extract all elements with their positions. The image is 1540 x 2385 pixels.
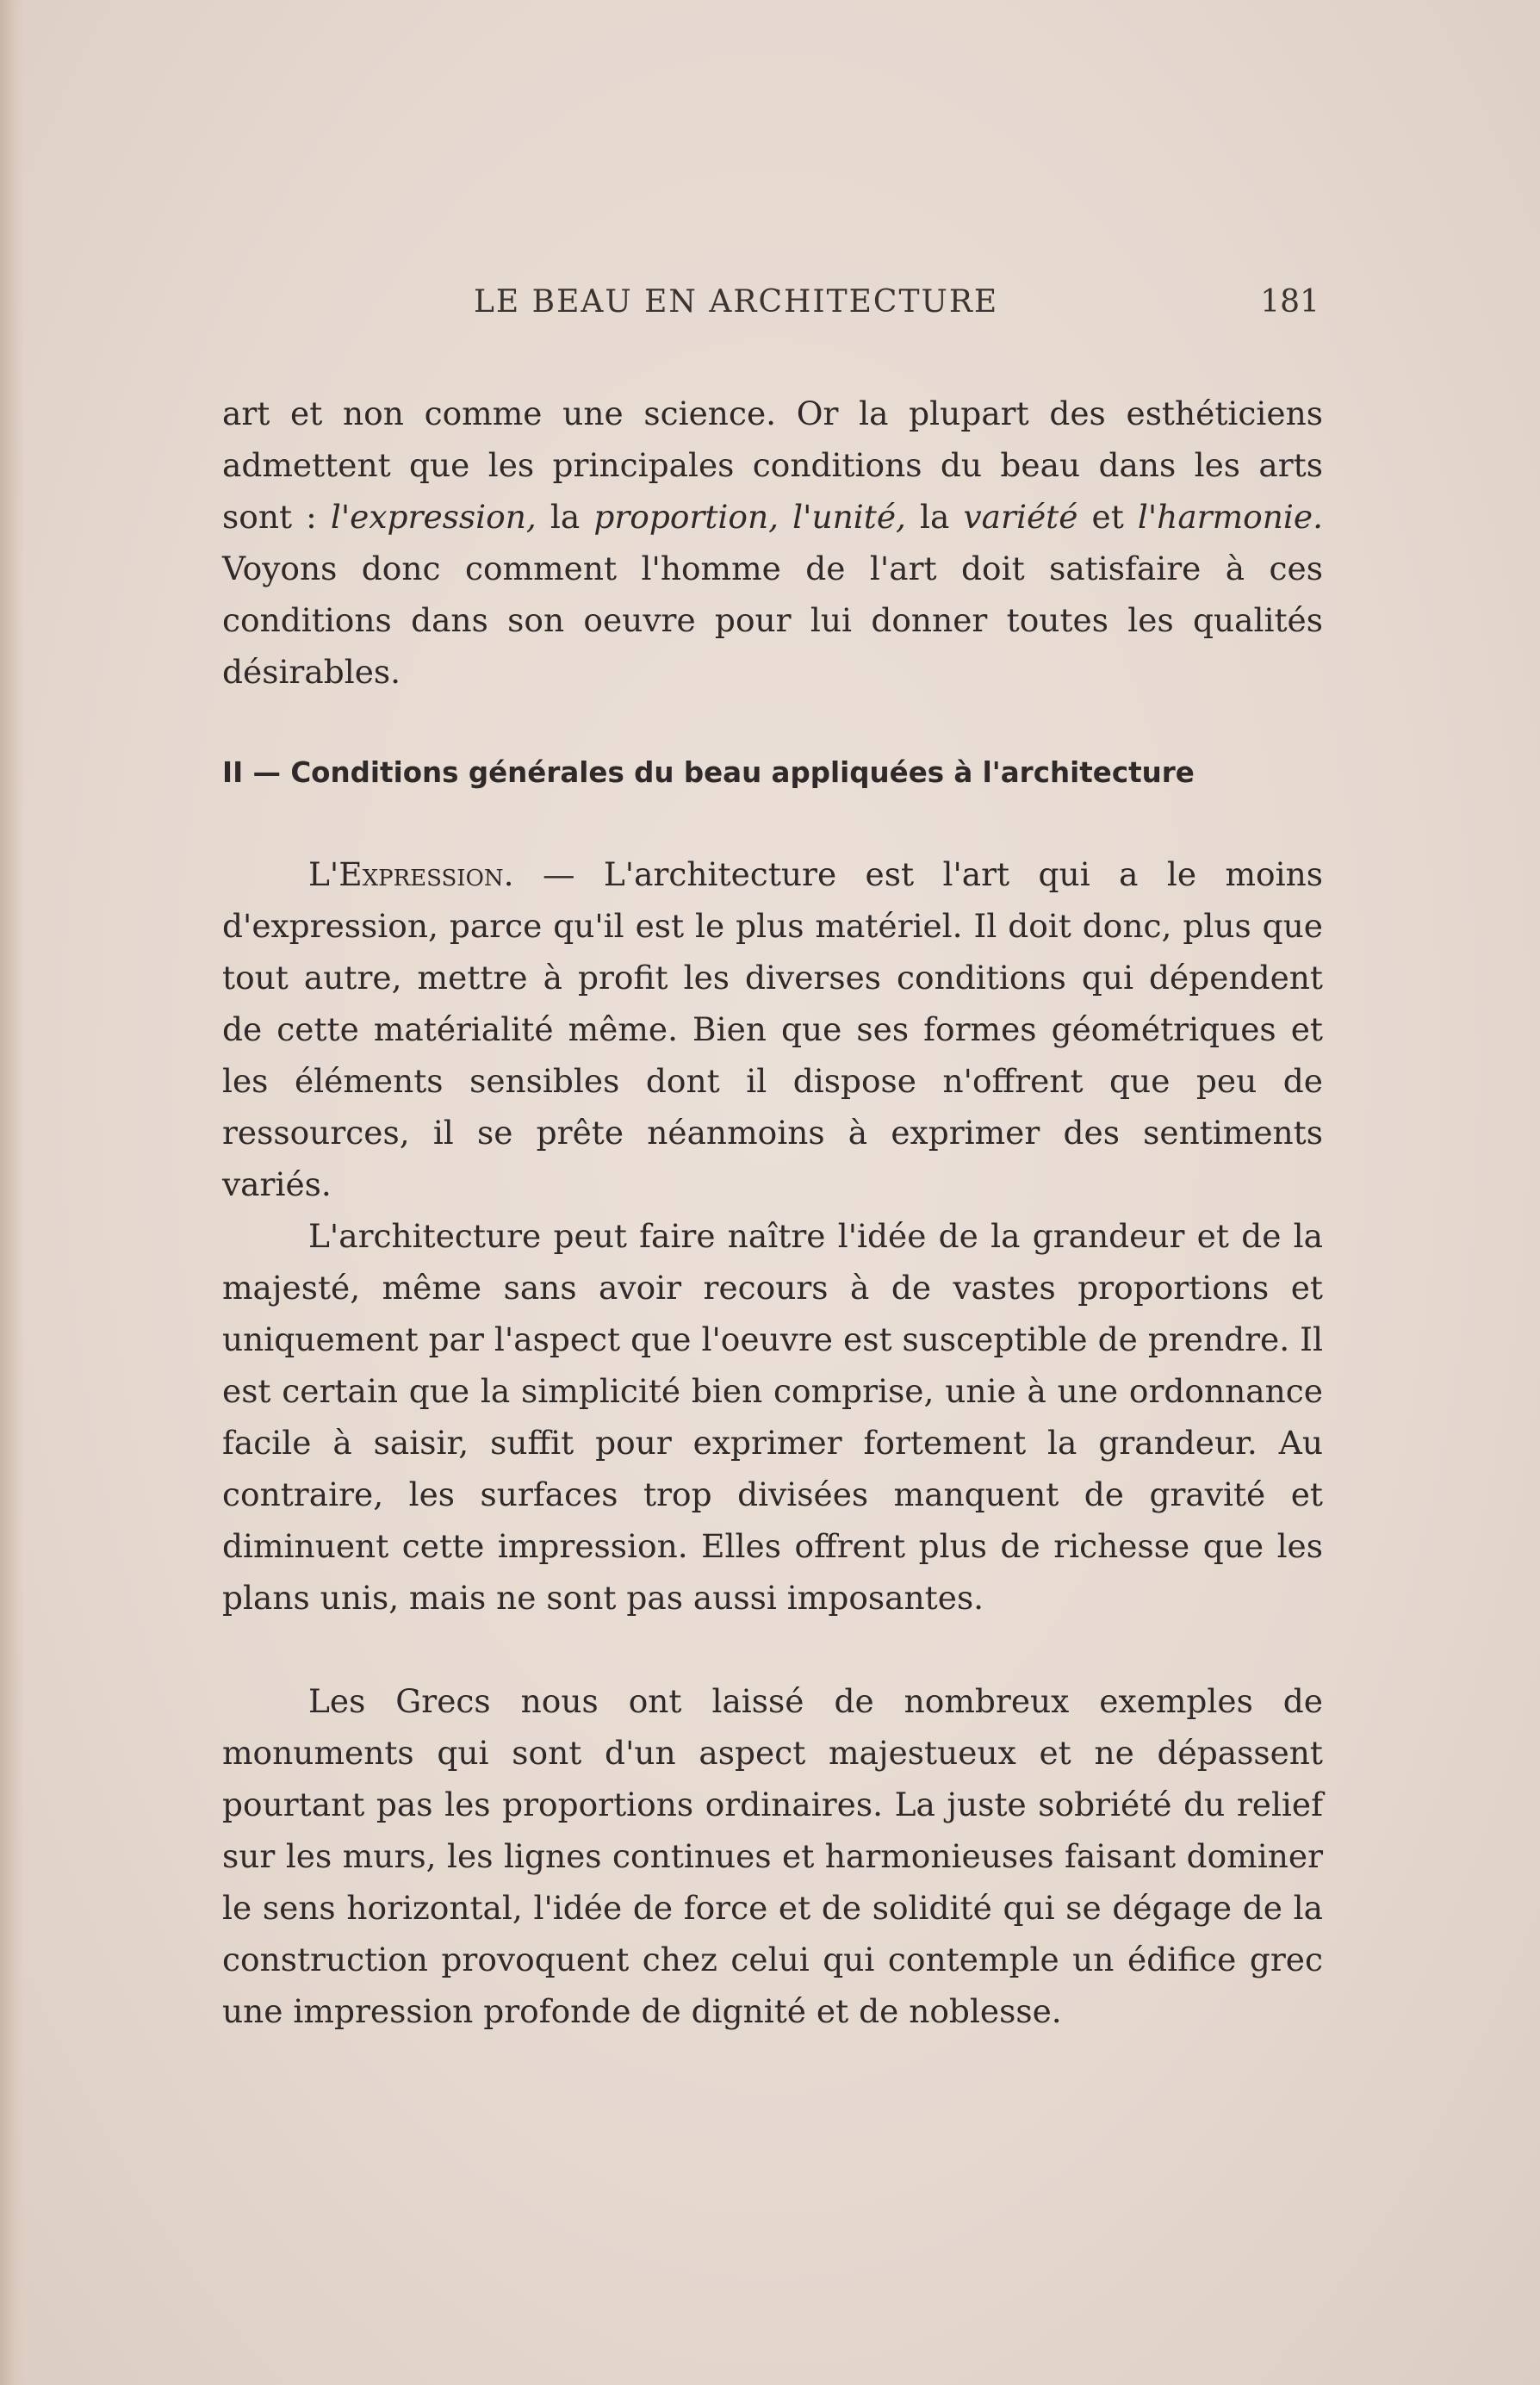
- paragraph-2-lead: L'Expression.: [308, 855, 514, 893]
- page-edge-shadow: [0, 0, 24, 2385]
- paragraph-1-text-4: la: [905, 498, 964, 536]
- section-heading: II — Conditions générales du beau appliquées à l'architecture: [222, 756, 1195, 789]
- term-harmonie: l'harmonie.: [1137, 498, 1323, 536]
- paragraph-1-text-6: Voyons donc comment l'homme de l'art doit satisfaire à ces conditions dans son oeuvre pour lui donner toutes les qualités désirables.: [222, 550, 1323, 691]
- term-variete: variété: [963, 498, 1078, 536]
- term-unite: l'unité,: [792, 498, 906, 536]
- paragraph-1: [222, 388, 1323, 698]
- paragraph-2: [222, 848, 1323, 1210]
- paragraph-2-text: — L'architecture est l'art qui a le moins d'expression, parce qu'il est le plus matériel. Il doit donc, plus que tout autre, mettre à profit les diverses conditions qui dépendent de cette matérialité même. Bien que ses formes géométriques et les éléments sensibles dont il dispose n'offrent que peu de ressources, il se prête néanmoins à exprimer des sentiments variés.: [222, 855, 1323, 1203]
- term-proportion: proportion,: [593, 498, 779, 536]
- page-number: 181: [1260, 284, 1320, 320]
- running-header: [224, 284, 1320, 327]
- paragraph-1-text-5: et: [1077, 498, 1138, 536]
- paragraph-4: Les Grecs nous ont laissé de nombreux exemples de monuments qui sont d'un aspect majestueux et ne dépassent pourtant pas les proportions ordinaires. La juste sobriété du relief sur les murs, les lignes continues et harmonieuses faisant dominer le sens horizontal, l'idée de force et de solidité qui se dégage de la construction provoquent chez celui qui contemple un édifice grec une impression profonde de dignité et de noblesse.: [222, 1682, 1323, 2030]
- paragraph-1-text-1: art et non comme une science. Or la plupart des esthéticiens admettent que les principales conditions du beau dans les arts sont :: [222, 394, 1323, 536]
- paragraph-3: L'architecture peut faire naître l'idée de la grandeur et de la majesté, même sans avoir recours à de vastes proportions et uniquement par l'aspect que l'oeuvre est susceptible de prendre. Il est certain que la simplicité bien comprise, unie à une ordonnance facile à saisir, suffit pour exprimer fortement la grandeur. Au contraire, les surfaces trop divisées manquent de gravité et diminuent cette impression. Elles offrent plus de richesse que les plans unis, mais ne sont pas aussi imposantes.: [222, 1217, 1323, 1617]
- term-expression: l'expression,: [330, 498, 537, 536]
- paragraph-1-text-3: [779, 498, 792, 536]
- running-title: LE BEAU EN ARCHITECTURE: [474, 284, 999, 320]
- paragraph-1-text-2: la: [536, 498, 594, 536]
